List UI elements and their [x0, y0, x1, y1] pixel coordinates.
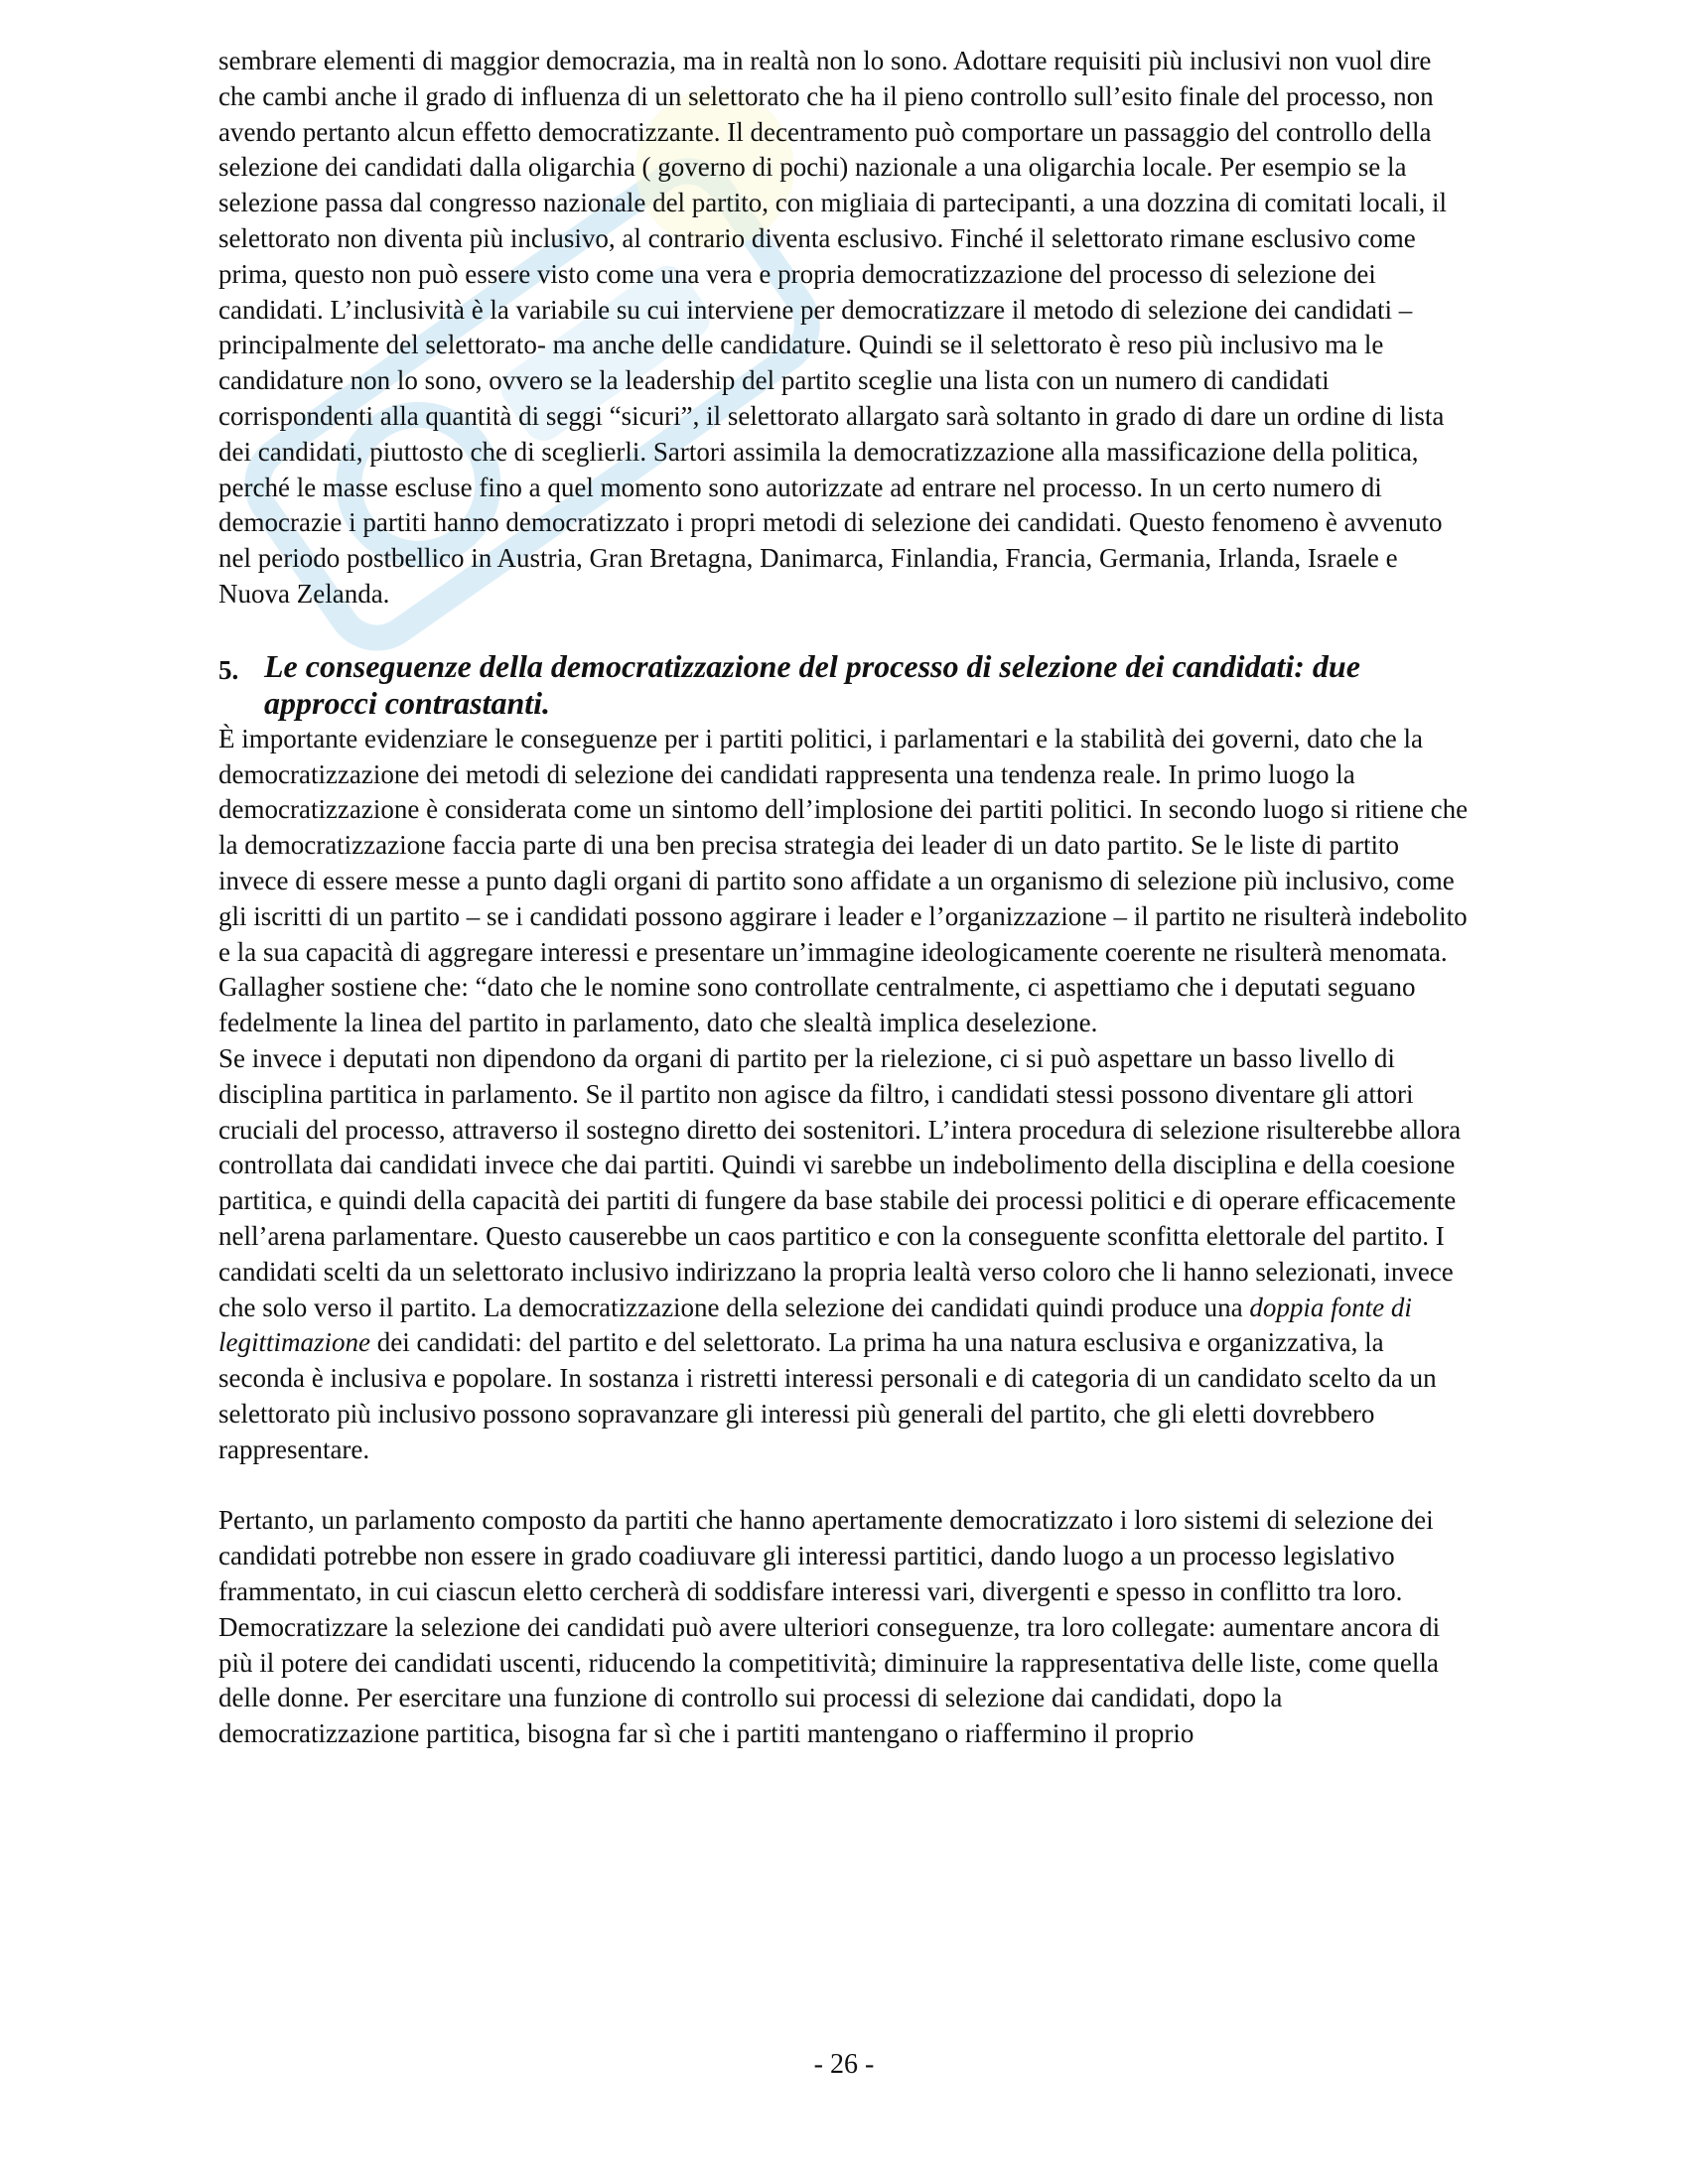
section-heading [218, 648, 1474, 722]
paragraph-parliament: Pertanto, un parlamento composto da partiti che hanno apertamente democratizzato i loro sistemi di selezione dei candidati potrebbe non essere in grado coadiuvare gli interessi partitici, dando luogo a un processo legislativo frammentato, in cui ciascun eletto cercherà di soddisfare interessi vari, divergenti e spesso in conflitto tra loro. Democratizzare la selezione dei candidati può avere ulteriori conseguenze, tra loro collegate: aumentare ancora di più il potere dei candidati uscenti, riducendo la competitività; diminuire la rappresentativa delle liste, come quella delle donne. Per esercitare una funzione di controllo sui processi di selezione dai candidati, dopo la democratizzazione partitica, bisogna far sì che i partiti mantengano o riaffermino il proprio [218, 1505, 1441, 1749]
section-number: 5. [218, 654, 239, 685]
paragraph-democratization-intro: sembrare elementi di maggior democrazia, ma in realtà non lo sono. Adottare requisiti più inclusivi non vuol dire che cambi anche il grado di influenza di un selettorato che ha il pieno controllo sull’esito finale del processo, non avendo pertanto alcun effetto democratizzante. Il decentramento può comportare un passaggio del controllo della selezione dei candidati dalla oligarchia ( governo di pochi) nazionale a una oligarchia locale. Per esempio se la selezione passa dal congresso nazionale del partito, con migliaia di partecipanti, a una dozzina di comitati locali, il selettorato non diventa più inclusivo, al contrario diventa esclusivo. Finché il selettorato rimane esclusivo come prima, questo non può essere visto come una vera e propria democratizzazione del processo di selezione dei candidati. L’inclusività è la variabile su cui interviene per democratizzare il metodo di selezione dei candidati – principalmente del selettorato- ma anche delle candidature. Quindi se il selettorato è reso più inclusivo ma le candidature non lo sono, ovvero se la leadership del partito sceglie una lista con un numero di candidati corrispondenti alla quantità di seggi “sicuri”, il selettorato allargato sarà soltanto in grado di dare un ordine di lista dei candidati, piuttosto che di sceglierli. Sartori assimila la democratizzazione alla massificazione della politica, perché le masse escluse fino a quel momento sono autorizzate ad entrare nel processo. In un certo numero di democrazie i partiti hanno democratizzato i propri metodi di selezione dei candidati. Questo fenomeno è avvenuto nel periodo postbellico in Austria, Gran Bretagna, Danimarca, Finlandia, Francia, Germania, Irlanda, Israele e Nuova Zelanda. [218, 46, 1448, 609]
emphasis-doppia-fonte: doppia fonte di legittimazione [218, 1292, 1412, 1358]
paragraph-discipline [218, 1041, 1474, 1468]
document-page [218, 44, 1474, 1752]
paragraph-discipline-after: dei candidati: del partito e del selettorato. La prima ha una natura esclusiva e organizzativa, la seconda è inclusiva e popolare. In sostanza i ristretti interessi personali e di categoria di un candidato scelto da un selettorato più inclusivo possono sopravanzare gli interessi più generali del partito, che gli eletti dovrebbero rappresentare. [218, 1327, 1437, 1464]
paragraph-discipline-before: Se invece i deputati non dipendono da organi di partito per la rielezione, ci si può aspettare un basso livello di disciplina partitica in parlamento. Se il partito non agisce da filtro, i candidati stessi possono diventare gli attori cruciali del processo, attraverso il sostegno diretto dei sostenitori. L’intera procedura di selezione risulterebbe allora controllata dai candidati invece che dai partiti. Quindi vi sarebbe un indebolimento della disciplina e della coesione partitica, e quindi della capacità dei partiti di fungere da base stabile dei processi politici e di operare efficacemente nell’arena parlamentare. Questo causerebbe un caos partitico e con la conseguente sconfitta elettorale del partito. I candidati scelti da un selettorato inclusivo indirizzano la propria lealtà verso coloro che li hanno selezionati, invece che solo verso il partito. La democratizzazione della selezione dei candidati quindi produce una [218, 1042, 1462, 1322]
paragraph-consequences: È importante evidenziare le conseguenze per i partiti politici, i parlamentari e la stabilità dei governi, dato che la democratizzazione dei metodi di selezione dei candidati rappresenta una tendenza reale. In primo luogo la democratizzazione è considerata come un sintomo dell’implosione dei partiti politici. In secondo luogo si ritiene che la democratizzazione faccia parte di una ben precisa strategia dei leader di un dato partito. Se le liste di partito invece di essere messe a punto dagli organi di partito sono affidate a un organismo di selezione più inclusivo, come gli iscritti di un partito – se i candidati possono aggirare i leader e l’organizzazione – il partito ne risulterà indebolito e la sua capacità di aggregare interessi e presentare un’immagine ideologicamente coerente ne risulterà menomata. Gallagher sostiene che: “dato che le nomine sono controllate centralmente, ci aspettiamo che i deputati seguano fedelmente la linea del partito in parlamento, dato che slealtà implica deselezione. [218, 723, 1469, 1038]
page-number: - 26 - [813, 2049, 875, 2080]
section-title: Le conseguenze della democratizzazione del processo di selezione dei candidati: due approcci contrastanti. [264, 647, 1360, 721]
